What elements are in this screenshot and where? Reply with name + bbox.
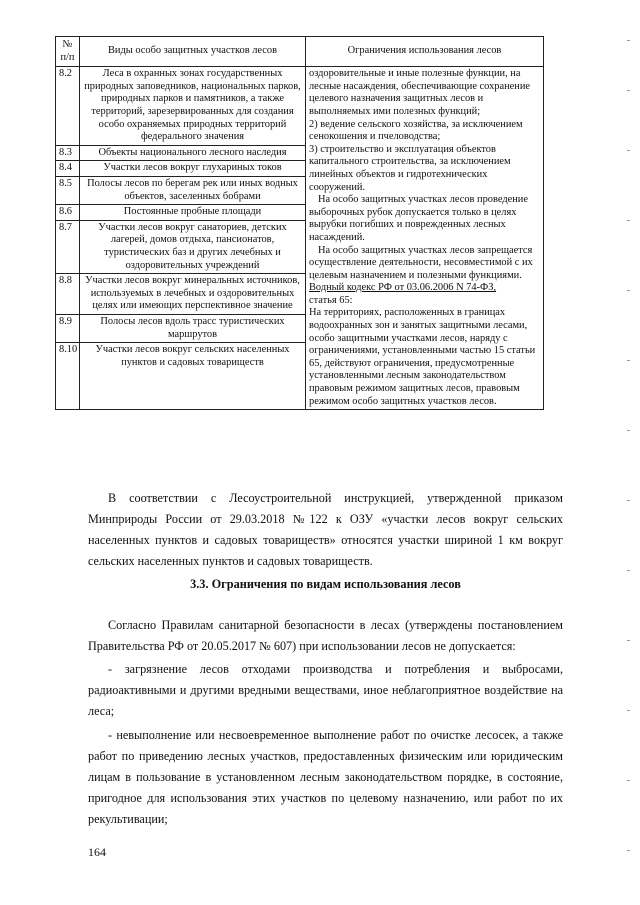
row-number: 8.2 [56,67,80,146]
table-row [56,67,544,146]
restriction-paragraph: На территориях, расположенных в границах водоохранных зон и занятых защитными лесами, особо защитными участками лесов, наряду с ограничениями, установленными частью 15 статьи 65, действуют ограничения, предусмотренные установленными лесным законодательством правовым режимом защитных лесов, правовым режимом особо защитных участков лесов. [309,307,536,407]
row-number: 8.3 [56,145,80,161]
restriction-paragraph: статья 65: [309,294,353,306]
restrictions-cell [306,67,544,410]
restriction-paragraph: 3) строительство и эксплуатация объектов капитального строительства, за исключением линейных объектов и гидротехнических сооружений. [309,143,511,193]
water-code-reference: Водный кодекс РФ от 03.06.2006 N 74-ФЗ, [309,282,497,294]
restriction-paragraph: 2) ведение сельского хозяйства, за исключением сенокошения и пчеловодства; [309,118,523,143]
section-heading: 3.3. Ограничения по видам использования лесов [190,577,461,591]
zone-kind: Участки лесов вокруг санаториев, детских лагерей, домов отдыха, пансионатов, туристических баз и других лечебных и оздоровительных учреждений [80,220,306,273]
zone-kind: Участки лесов вокруг минеральных источников, используемых в лечебных и оздоровительных целях или имеющих перспективное значение [80,274,306,315]
restriction-paragraph: оздоровительные и иные полезные функции, на лесные насаждения, обеспечивающие сохранение целевого назначения защитных лесов и выполняемых ими полезных функций; [309,68,531,117]
section-intro: Согласно Правилам санитарной безопасности в лесах (утверждены постановлением Правительства РФ от 20.05.2017 № 607) при использовании лесов не допускается: [88,618,563,653]
zone-kind: Леса в охранных зонах государственных природных заповедников, национальных парков, природных парков и памятников, а также территорий, зарезервированных для создания особо охраняемых природных территорий федерального значения [80,67,306,146]
page-number: 164 [88,845,106,859]
zone-kind: Полосы лесов по берегам рек или иных водных объектов, заселенных бобрами [80,176,306,204]
zone-kind: Полосы лесов вдоль трасс туристических маршрутов [80,314,306,342]
row-number: 8.6 [56,205,80,221]
bullet-item: - загрязнение лесов отходами производства и потребления и выбросами, радиоактивными и другими вредными веществами, иное неблагоприятное воздействие на леса; [88,662,563,718]
protective-zones-table [55,36,544,410]
header-restrictions: Ограничения использования лесов [306,37,544,67]
scan-margin-marks [626,30,630,890]
row-number: 8.7 [56,220,80,273]
restriction-paragraph: На особо защитных участках лесов запрещается осуществление деятельности, несовместимой с их целевым назначением и полезными функциями. [309,244,533,281]
row-number: 8.8 [56,274,80,315]
row-number: 8.9 [56,314,80,342]
header-num: № п/п [56,37,80,67]
row-number: 8.10 [56,343,80,410]
table-header-row [56,37,544,67]
row-number: 8.5 [56,176,80,204]
bullet-item: - невыполнение или несвоевременное выполнение работ по очистке лесосек, а также работ по приведению лесных участков, предоставленных физическим или юридическим лицам в пользование в установленном лесным законодательством порядке, в состояние, пригодное для использования этих участков по целевому назначению, или работ по их рекультивации; [88,728,563,826]
header-kinds: Виды особо защитных участков лесов [80,37,306,67]
paragraph-after-table: В соответствии с Лесоустроительной инструкцией, утвержденной приказом Минприроды России от 29.03.2018 №122 к ОЗУ «участки лесов вокруг сельских населенных пунктов и садовых товариществ» относятся участки шириной 1 км вокруг сельских населенных пунктов и садовых товариществ. [88,491,563,568]
zone-kind: Объекты национального лесного наследия [80,145,306,161]
zone-kind: Участки лесов вокруг глухариных токов [80,161,306,177]
zone-kind: Постоянные пробные площади [80,205,306,221]
row-number: 8.4 [56,161,80,177]
zone-kind: Участки лесов вокруг сельских населенных пунктов и садовых товариществ [80,343,306,410]
restriction-paragraph: На особо защитных участках лесов проведение выборочных рубок допускается только в целях вырубки погибших и поврежденных лесных насаждений. [309,194,528,243]
